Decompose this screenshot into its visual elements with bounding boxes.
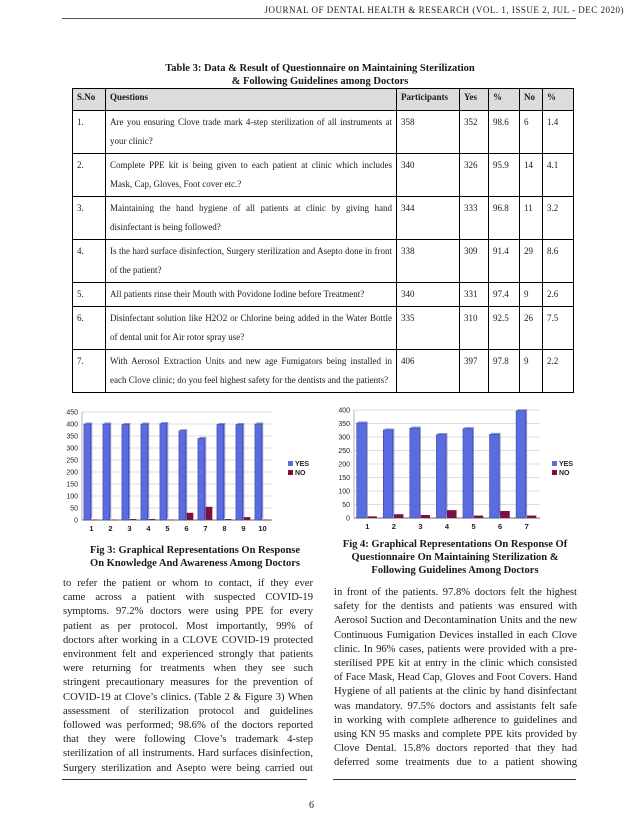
right-column-line: Hygiene of all patients at the clinic by hand disinfectant — [334, 686, 577, 698]
table-row — [73, 111, 574, 154]
bar-no — [263, 520, 270, 521]
cell-participants: 335 — [397, 307, 460, 350]
cell-no: 26 — [520, 307, 543, 350]
table-caption-line-1: Table 3: Data & Result of Questionnaire on Maintaining Sterilization — [165, 63, 475, 74]
cell-no-pct: 2.6 — [543, 283, 574, 307]
x-tick-label: 3 — [418, 522, 423, 531]
left-column-line: environment felt and experienced strongly that patients — [63, 649, 313, 661]
left-column-line: to refer the patient or whom to contact, if they ever — [63, 578, 313, 589]
right-column-line: Continuous Fumigation Devices installed in each Clove — [334, 629, 577, 641]
left-column-line: assessment of sterilization protocol and guidelines — [63, 705, 313, 717]
bar-yes — [255, 424, 262, 520]
x-tick-label: 5 — [471, 522, 476, 531]
legend-no-label: NO — [295, 470, 306, 477]
bar-yes — [357, 423, 367, 518]
cell-yes: 326 — [460, 154, 489, 197]
bar-yes — [436, 435, 446, 518]
cell-participants: 340 — [397, 154, 460, 197]
left-column-line: were returning for treatments when they see such — [63, 663, 313, 675]
y-tick-label: 450 — [66, 409, 78, 417]
bar-no — [111, 520, 118, 521]
y-tick-label: 200 — [338, 461, 350, 469]
x-tick-label: 9 — [241, 524, 246, 533]
cell-yes-pct: 92.5 — [489, 307, 520, 350]
cell-no: 11 — [520, 197, 543, 240]
header-sno: S.No — [73, 89, 106, 111]
x-tick-label: 10 — [258, 524, 267, 533]
cell-question: Are you ensuring Clove trade mark 4-step sterilization of all instruments at your clinic? — [106, 111, 397, 154]
x-tick-label: 1 — [89, 524, 94, 533]
y-tick-label: 0 — [346, 515, 350, 523]
bar-yes — [198, 438, 205, 520]
right-column-line: in front of the patients. 97.8% doctors felt the highest — [334, 587, 577, 598]
legend-yes-label: YES — [559, 461, 574, 468]
cell-yes-pct: 98.6 — [489, 111, 520, 154]
cell-no-pct: 3.2 — [543, 197, 574, 240]
bar-no — [527, 516, 537, 518]
y-tick-label: 50 — [342, 502, 350, 509]
bar-yes — [236, 424, 243, 520]
cell-sno: 6. — [73, 307, 106, 350]
x-tick-label: 4 — [146, 524, 151, 533]
bar-yes — [463, 429, 473, 518]
bar-yes — [410, 428, 420, 518]
cell-sno: 5. — [73, 283, 106, 307]
cell-question: Is the hard surface disinfection, Surgery sterilization and Asepto done in front of the patient? — [106, 240, 397, 283]
y-tick-label: 250 — [338, 448, 350, 455]
bar-yes — [516, 411, 526, 518]
cell-no-pct: 1.4 — [543, 111, 574, 154]
header-rule — [62, 18, 576, 19]
right-column-line: of Face Mask, Head Cap, Gloves and Foot Covers. Hand — [334, 672, 577, 684]
right-column-text — [334, 586, 577, 771]
right-column-line: safety for the dentists and patients was ensured with — [334, 601, 577, 613]
y-tick-label: 50 — [70, 505, 78, 513]
right-column-line: sterilised PPE kit at entry in the clinic which consisted — [334, 658, 577, 670]
x-tick-label: 2 — [391, 522, 396, 531]
fig3-caption-line-2: On Knowledge And Awareness Among Doctors — [90, 558, 300, 569]
fig3-caption-line-1: Fig 3: Graphical Representations On Response — [89, 545, 301, 556]
cell-question: Maintaining the hand hygiene of all patients at clinic by giving hand disinfectant is being followed? — [106, 197, 397, 240]
header-participants: Participants — [397, 89, 460, 111]
bar-no — [130, 519, 137, 520]
cell-yes-pct: 95.9 — [489, 154, 520, 197]
bar-no — [474, 516, 484, 518]
bar-no — [367, 516, 377, 518]
x-tick-label: 1 — [365, 522, 370, 531]
left-column-line: COVID-19 at Clove’s clinics. (Table 2 & Figure 3) When — [63, 691, 313, 703]
fig3-caption — [70, 544, 320, 570]
y-tick-label: 300 — [338, 434, 350, 442]
bar-no — [92, 520, 99, 521]
header-yes-pct: % — [489, 89, 520, 111]
y-tick-label: 350 — [66, 433, 78, 441]
bar-yes — [160, 424, 167, 520]
left-column-line: patient as per protocol. Most importantly, 99% of — [63, 620, 313, 632]
cell-sno: 2. — [73, 154, 106, 197]
bar-no — [225, 519, 232, 520]
fig4-caption — [330, 538, 580, 577]
cell-no: 14 — [520, 154, 543, 197]
table-caption-line-2: & Following Guidelines among Doctors — [231, 76, 409, 87]
y-tick-label: 350 — [338, 421, 350, 428]
legend-no-label: NO — [559, 470, 570, 477]
cell-yes: 352 — [460, 111, 489, 154]
cell-yes-pct: 97.4 — [489, 283, 520, 307]
right-column-line: deferred some treatments due to a patient showing — [334, 757, 577, 769]
table-row — [73, 283, 574, 307]
header-no: No — [520, 89, 543, 111]
cell-no-pct: 7.5 — [543, 307, 574, 350]
cell-no: 9 — [520, 283, 543, 307]
left-column-line: stringent precautionary measures for the prevention of — [63, 677, 313, 689]
bar-yes — [490, 434, 500, 518]
cell-question: With Aerosol Extraction Units and new age Fumigators being installed in each Clove clinic; do you feel highest safety for the dentists and the patients? — [106, 350, 397, 393]
legend-no-swatch — [288, 470, 293, 475]
legend-yes-label: YES — [295, 461, 310, 468]
right-column-line: in working with complete adherence to guidelines and — [334, 714, 577, 726]
cell-yes: 309 — [460, 240, 489, 283]
x-tick-label: 7 — [203, 524, 208, 533]
right-column-line: clinic. In 96% cases, patients were provided with a pre- — [334, 643, 577, 655]
right-column-line: Clove Dental. 15.8% doctors reported that they had — [334, 743, 577, 755]
left-column-text — [63, 577, 313, 776]
cell-no-pct: 4.1 — [543, 154, 574, 197]
fig4-caption-line-1: Fig 4: Graphical Representations On Response Of — [342, 539, 568, 550]
y-tick-label: 150 — [66, 481, 78, 489]
y-tick-label: 150 — [338, 475, 350, 482]
table-row — [73, 350, 574, 393]
legend-no-swatch — [552, 470, 557, 475]
header-yes: Yes — [460, 89, 489, 111]
cell-yes: 397 — [460, 350, 489, 393]
cell-yes-pct: 96.8 — [489, 197, 520, 240]
bar-yes — [141, 424, 148, 520]
cell-participants: 406 — [397, 350, 460, 393]
fig4-caption-line-3: Following Guidelines Among Doctors — [371, 565, 539, 576]
y-tick-label: 200 — [66, 469, 78, 477]
table-row — [73, 307, 574, 350]
cell-question: All patients rinse their Mouth with Povidone Iodine before Treatment? — [106, 283, 397, 307]
y-tick-label: 400 — [338, 407, 350, 415]
cell-yes: 310 — [460, 307, 489, 350]
left-column-line: symptoms. 97.2% doctors were using PPE for every — [63, 606, 313, 618]
bar-no — [187, 513, 194, 520]
footer-rule-left — [62, 779, 307, 780]
bar-yes — [179, 431, 186, 520]
bar-yes — [122, 424, 129, 520]
y-tick-label: 100 — [338, 488, 350, 496]
x-tick-label: 2 — [108, 524, 113, 533]
bar-no — [500, 511, 510, 518]
cell-sno: 4. — [73, 240, 106, 283]
bar-no — [420, 515, 430, 518]
x-tick-label: 6 — [498, 522, 503, 531]
cell-no-pct: 2.2 — [543, 350, 574, 393]
fig4-caption-line-2: Questionnaire On Maintaining Sterilization & — [351, 552, 559, 563]
cell-participants: 358 — [397, 111, 460, 154]
left-column-line: came across a patient with suspected COVID-19 — [63, 592, 313, 604]
header-no-pct: % — [543, 89, 574, 111]
cell-sno: 1. — [73, 111, 106, 154]
cell-no-pct: 8.6 — [543, 240, 574, 283]
left-column-line: Surgery sterilization and Asepto were being carried out — [63, 762, 313, 774]
table-row — [73, 240, 574, 283]
cell-yes-pct: 91.4 — [489, 240, 520, 283]
bar-yes — [217, 424, 224, 520]
right-column-line: Aerosol Suction and Decontamination Units and the new — [334, 615, 577, 627]
questionnaire-table — [72, 88, 574, 393]
journal-header: JOURNAL OF DENTAL HEALTH & RESEARCH (VOL. 1, ISSUE 2, JUL - DEC 2020) — [264, 5, 624, 15]
cell-no: 9 — [520, 350, 543, 393]
cell-participants: 340 — [397, 283, 460, 307]
legend-yes-swatch — [552, 461, 557, 466]
cell-no: 29 — [520, 240, 543, 283]
table-row — [73, 197, 574, 240]
fig3-chart — [60, 404, 330, 536]
left-column-line: doctors after working in a CLOVE COVID-19 protected — [63, 634, 313, 646]
cell-question: Disinfectant solution like H2O2 or Chlorine being added in the Water Bottle of dental unit for Air rotor spray use? — [106, 307, 397, 350]
legend-yes-swatch — [288, 461, 293, 466]
left-column-line: sterilization of all instruments. Hard surfaces disinfection, — [63, 748, 313, 760]
table-header-row — [73, 89, 574, 111]
right-column-line: was mandatory. 97.5% doctors and assistants felt safe — [334, 700, 577, 712]
x-tick-label: 8 — [222, 524, 227, 533]
bar-yes — [103, 424, 110, 520]
fig4-chart — [336, 402, 582, 536]
cell-yes: 331 — [460, 283, 489, 307]
cell-question: Complete PPE kit is being given to each patient at clinic which includes Mask, Cap, Gloves, Foot cover etc.? — [106, 154, 397, 197]
right-column-line: using KN 95 masks and complete PPE kits provided by — [334, 729, 577, 741]
left-column-line: followed was performed; 98.6% of the doctors reported — [63, 720, 313, 732]
footer-rule-right — [333, 779, 576, 780]
table-row — [73, 154, 574, 197]
bar-no — [168, 520, 175, 521]
bar-no — [244, 517, 251, 520]
bar-no — [206, 507, 213, 520]
cell-participants: 338 — [397, 240, 460, 283]
y-tick-label: 250 — [66, 457, 78, 465]
bar-yes — [84, 424, 91, 520]
y-tick-label: 100 — [66, 493, 78, 501]
header-questions: Questions — [106, 89, 397, 111]
bar-no — [447, 510, 457, 518]
cell-yes: 333 — [460, 197, 489, 240]
x-tick-label: 7 — [524, 522, 529, 531]
x-tick-label: 3 — [127, 524, 132, 533]
x-tick-label: 5 — [165, 524, 170, 533]
cell-yes-pct: 97.8 — [489, 350, 520, 393]
y-tick-label: 300 — [66, 445, 78, 453]
cell-sno: 3. — [73, 197, 106, 240]
bar-yes — [383, 430, 393, 518]
cell-participants: 344 — [397, 197, 460, 240]
bar-no — [149, 519, 156, 520]
table-caption — [120, 62, 520, 88]
y-tick-label: 400 — [66, 421, 78, 429]
left-column-line: that they were following Clove’s trademark 4-step — [63, 734, 313, 746]
x-tick-label: 4 — [444, 522, 450, 531]
cell-no: 6 — [520, 111, 543, 154]
x-tick-label: 6 — [184, 524, 189, 533]
page-number: 6 — [309, 800, 314, 811]
bar-no — [394, 514, 404, 518]
y-tick-label: 0 — [74, 517, 78, 525]
cell-sno: 7. — [73, 350, 106, 393]
